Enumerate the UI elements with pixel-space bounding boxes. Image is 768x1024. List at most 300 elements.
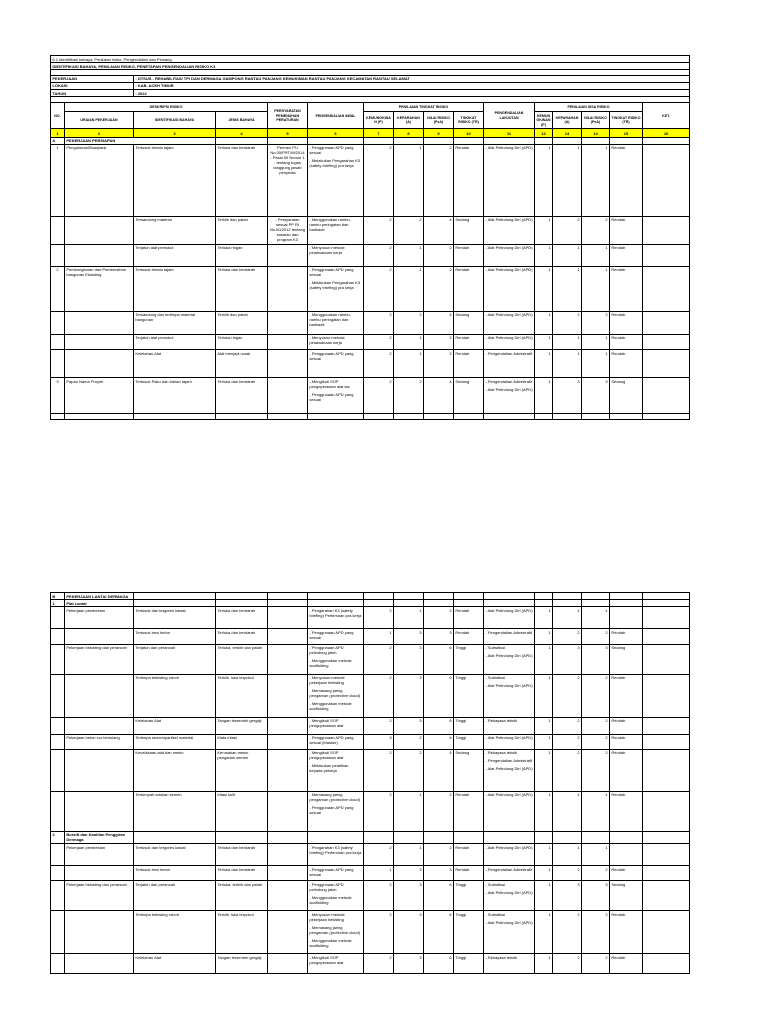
kemungkinan-sisa: 1 — [535, 607, 553, 629]
keparahan-sisa: 3 — [553, 644, 582, 674]
keterangan — [643, 607, 690, 629]
persyaratan — [268, 266, 308, 311]
pengendalian-awal-line: - Memasang jaring pengaman (protective cloud) — [309, 688, 361, 699]
pengendalian-awal — [308, 607, 364, 629]
pengendalian-awal — [308, 629, 364, 644]
tingkat-risiko: Sedang — [454, 378, 484, 414]
keterangan — [643, 954, 690, 974]
table-column-header — [51, 103, 690, 137]
persyaratan — [268, 334, 308, 349]
row-number — [51, 843, 65, 865]
pengendalian-awal-line: - Menggunakan metode scaffolding — [309, 894, 352, 905]
col-no: NO. — [51, 103, 65, 129]
uraian-pekerjaan — [65, 311, 134, 334]
jenis-bahaya: Terkilir dan patah — [216, 311, 268, 334]
nilai-risiko-sisa: 2 — [582, 734, 610, 749]
pengendalian-lanjutan — [484, 881, 535, 911]
pengendalian-awal-line: - Menyusun metode pelaksanaan kerja — [309, 245, 345, 256]
keparahan-sisa: 3 — [553, 378, 582, 414]
kemungkinan: 2 — [364, 843, 394, 865]
pengendalian-lanjutan — [484, 144, 535, 216]
keparahan: 3 — [394, 911, 424, 954]
identifikasi-bahaya: Kelelahan Alat — [134, 954, 216, 974]
keparahan-sisa: 2 — [553, 734, 582, 749]
tingkat-risiko-sisa: Sedang — [610, 644, 643, 674]
column-number-2: 2 — [65, 129, 134, 137]
persyaratan — [268, 734, 308, 749]
pengendalian-awal — [308, 378, 364, 414]
persyaratan: Permen PU No.05/PRT/M/2014 - Pasal 59 Nomor 1 - tentang tugas tanggung jawab penyedia — [268, 144, 308, 216]
pengendalian-lanjutan-line: - Pengendalian Admistratif — [485, 350, 533, 356]
keparahan: 2 — [394, 734, 424, 749]
row-number — [51, 216, 65, 244]
row-number — [51, 865, 65, 880]
tingkat-risiko: Sedang — [454, 216, 484, 244]
kemungkinan: 2 — [364, 378, 394, 414]
pengendalian-lanjutan-line: - Alat Pelindung Diri (APD) — [485, 683, 533, 689]
nilai-risiko: 6 — [424, 717, 454, 734]
nilai-risiko: 4 — [424, 311, 454, 334]
table-row — [51, 244, 690, 266]
uraian-pekerjaan: Pengukuran/Bowplank — [65, 144, 134, 216]
pengendalian-awal-line: - Melakukan pelatihan kepada pekerja — [309, 763, 349, 774]
identifikasi-bahaya: Tertusuk benda tajam — [134, 266, 216, 311]
pengendalian-lanjutan-line: - Rekayasa teknik — [485, 750, 518, 756]
row-number: 3 — [51, 378, 65, 414]
pengendalian-awal — [308, 734, 364, 749]
nilai-risiko: 4 — [424, 749, 454, 791]
pengendalian-awal — [308, 881, 364, 911]
nilai-risiko-sisa: 1 — [582, 843, 610, 865]
pengendalian-awal-line: - Penggunaan APD yang sesuai — [309, 145, 354, 156]
identifikasi-bahaya: Terjatuh dari perancah — [134, 881, 216, 911]
keparahan: 1 — [394, 791, 424, 831]
section-a-letter: A — [51, 137, 65, 144]
jenis-bahaya: Kerusakan mesin pengaduk semen — [216, 749, 268, 791]
pengendalian-lanjutan-line: - Alat Pelindung Diri (APD) — [485, 735, 533, 741]
kemungkinan-sisa: 1 — [535, 881, 553, 911]
kemungkinan-sisa: 1 — [535, 266, 553, 311]
col-penilaian-sisa: PENILAIAN SISA RISIKO — [535, 103, 643, 112]
pengendalian-awal — [308, 216, 364, 244]
jenis-bahaya: Terluka dan berdarah — [216, 629, 268, 644]
keparahan: 3 — [394, 881, 424, 911]
tingkat-risiko: Tinggi — [454, 911, 484, 954]
meta-value-pekerjaan: : DTSUS - REHABILITASI TPI DAN DERMAGA GAMPONG RANTAU PANJANG KEMUKIMAN RANTAU PANJANG KECAMATAN RANTAU SELAMAT — [134, 75, 690, 82]
keparahan: 1 — [394, 607, 424, 629]
keparahan-sisa: 2 — [553, 674, 582, 717]
keparahan: 2 — [394, 749, 424, 791]
meta-value-lokasi: : KAB. ACEH TIMUR — [134, 82, 690, 89]
table-row — [51, 144, 690, 216]
jenis-bahaya: Terkilir dan patah — [216, 216, 268, 244]
nilai-risiko-sisa: 3 — [582, 378, 610, 414]
identifikasi-bahaya: Kelelahan Alat — [134, 350, 216, 378]
pengendalian-lanjutan-line: - Alat Pelindung Diri (APD) — [485, 766, 533, 772]
kemungkinan: 3 — [364, 734, 394, 749]
pengendalian-lanjutan-line: - Alat Pelindung Diri (APD) — [485, 607, 533, 613]
keterangan — [643, 674, 690, 717]
keparahan-sisa: 3 — [553, 881, 582, 911]
identifikasi-bahaya: Tertimpa bekisting roboh — [134, 911, 216, 954]
subsection-2-no: 2 — [51, 831, 65, 843]
pengendalian-awal — [308, 717, 364, 734]
tingkat-risiko-sisa — [610, 843, 643, 865]
persyaratan — [268, 350, 308, 378]
tingkat-risiko: Rendah — [454, 334, 484, 349]
keterangan — [643, 881, 690, 911]
subsection-1-title: Plat Lantai — [65, 600, 134, 607]
keterangan — [643, 791, 690, 831]
row-number — [51, 954, 65, 974]
keterangan — [643, 749, 690, 791]
jenis-bahaya: Terluka dan berdarah — [216, 865, 268, 880]
row-number — [51, 311, 65, 334]
nilai-risiko-sisa: 2 — [582, 911, 610, 954]
column-number-5: 5 — [268, 129, 308, 137]
identifikasi-bahaya: Terjatuh alat pemukul — [134, 334, 216, 349]
table-row — [51, 843, 690, 865]
jenis-bahaya: Mata iritasi — [216, 734, 268, 749]
pengendalian-awal-line: - Pengarahan K3 (safety briefing) Pertemuan pra kerja — [309, 844, 362, 855]
row-number — [51, 644, 65, 674]
pengendalian-lanjutan-line: - Substitusi — [485, 675, 506, 681]
pengendalian-lanjutan-line: - Pengendalian Admistratif — [485, 866, 533, 872]
jenis-bahaya: Terluka, terkilir dan patah — [216, 881, 268, 911]
tingkat-risiko-sisa: Rendah — [610, 311, 643, 334]
nilai-risiko-sisa: 1 — [582, 334, 610, 349]
persyaratan — [268, 954, 308, 974]
identifikasi-bahaya: Tersandung dan tertimpa material bangunan — [134, 311, 216, 334]
row-number — [51, 629, 65, 644]
tingkat-risiko: Rendah — [454, 350, 484, 378]
tingkat-risiko-sisa: Rendah — [610, 244, 643, 266]
pengendalian-awal-line: - Penggunaan APD yang sesuai — [309, 267, 354, 278]
nilai-risiko: 2 — [424, 244, 454, 266]
tingkat-risiko-sisa: Rendah — [610, 266, 643, 311]
empty-cell — [268, 414, 308, 420]
table-row — [51, 350, 690, 378]
empty-cell — [364, 414, 394, 420]
nilai-risiko-sisa: 1 — [582, 350, 610, 378]
pengendalian-lanjutan — [484, 244, 535, 266]
pengendalian-awal-line: - Pengarahan K3 (safety briefing) Pertemuan pra kerja — [309, 607, 362, 618]
keterangan — [643, 717, 690, 734]
nilai-risiko-sisa: 1 — [582, 266, 610, 311]
tingkat-risiko: Tinggi — [454, 954, 484, 974]
keparahan-sisa: 1 — [553, 607, 582, 629]
keparahan-sisa: 1 — [553, 144, 582, 216]
col-kemungkinan-sisa: KEMUNGKINAN (P) — [535, 112, 553, 129]
persyaratan — [268, 865, 308, 880]
empty-cell — [65, 414, 134, 420]
keparahan: 1 — [394, 350, 424, 378]
kemungkinan: 2 — [364, 791, 394, 831]
keterangan — [643, 244, 690, 266]
column-number-6: 6 — [308, 129, 364, 137]
kemungkinan-sisa: 1 — [535, 378, 553, 414]
pengendalian-lanjutan-line: - Substitusi — [485, 645, 506, 651]
column-number-15: 15 — [610, 129, 643, 137]
keparahan-sisa: 1 — [553, 266, 582, 311]
pengendalian-awal-line: - Penggunaan APD yang sesuai (Masker) — [309, 735, 354, 746]
table-row — [51, 734, 690, 749]
keparahan: 3 — [394, 954, 424, 974]
kemungkinan: 2 — [364, 749, 394, 791]
persyaratan — [268, 244, 308, 266]
kemungkinan-sisa: 1 — [535, 791, 553, 831]
pengendalian-awal-line: - Melakukan Pengarahan K3 (safety briefing) pra kerja — [309, 158, 361, 169]
tingkat-risiko-sisa: Rendah — [610, 216, 643, 244]
kemungkinan: 2 — [364, 334, 394, 349]
nilai-risiko-sisa: 2 — [582, 629, 610, 644]
identifikasi-bahaya: Tertusuk besi beton — [134, 629, 216, 644]
kemungkinan: 2 — [364, 607, 394, 629]
pengendalian-lanjutan — [484, 717, 535, 734]
uraian-pekerjaan — [65, 954, 134, 974]
keparahan-sisa: 1 — [553, 244, 582, 266]
keparahan-sisa: 1 — [553, 843, 582, 865]
pengendalian-awal-line: - Menggunakan metode scaffolding — [309, 701, 352, 712]
pengendalian-awal — [308, 311, 364, 334]
pengendalian-lanjutan — [484, 791, 535, 831]
keparahan: 1 — [394, 266, 424, 311]
kemungkinan-sisa: 1 — [535, 644, 553, 674]
column-number-10: 10 — [454, 129, 484, 137]
kemungkinan: 2 — [364, 644, 394, 674]
uraian-pekerjaan — [65, 334, 134, 349]
uraian-pekerjaan: Pekerjaan pembesian — [65, 607, 134, 629]
row-number: 2 — [51, 266, 65, 311]
keparahan-sisa: 2 — [553, 311, 582, 334]
pengendalian-lanjutan-line: - Alat Pelindung Diri (APD) — [485, 792, 533, 798]
uraian-pekerjaan — [65, 865, 134, 880]
pengendalian-awal-line: - Memasang jaring pengaman (protective cloud) — [309, 792, 361, 803]
col-kemungkinan: KEMUNGKINAN (P) — [364, 112, 394, 129]
uraian-pekerjaan — [65, 911, 134, 954]
jenis-bahaya: Terluka ringan — [216, 244, 268, 266]
kemungkinan-sisa: 1 — [535, 749, 553, 791]
table-row — [51, 311, 690, 334]
tingkat-risiko: Tinggi — [454, 734, 484, 749]
keparahan-sisa: 2 — [553, 911, 582, 954]
kemungkinan: 2 — [364, 144, 394, 216]
empty-cell — [582, 414, 610, 420]
row-number — [51, 350, 65, 378]
pengendalian-lanjutan — [484, 644, 535, 674]
pengendalian-lanjutan — [484, 629, 535, 644]
nilai-risiko: 6 — [424, 674, 454, 717]
nilai-risiko-sisa: 2 — [582, 717, 610, 734]
pengendalian-lanjutan-line: - Pengendalian Admistratif — [485, 378, 533, 384]
col-lanjutan: PENGENDALIAN LANJUTAN — [484, 103, 535, 129]
nilai-risiko: 2 — [424, 334, 454, 349]
pengendalian-lanjutan-line: - Alat Pelindung Diri (APD) — [485, 844, 533, 850]
nilai-risiko: 6 — [424, 881, 454, 911]
nilai-risiko: 4 — [424, 378, 454, 414]
tingkat-risiko-sisa: Rendah — [610, 734, 643, 749]
identifikasi-bahaya: Tertusuk Paku dan bahan tajam — [134, 378, 216, 414]
tingkat-risiko: Rendah — [454, 791, 484, 831]
uraian-pekerjaan: Pembongkaran dan Pembersihan bangunan Eksisting — [65, 266, 134, 311]
kemungkinan: 2 — [364, 244, 394, 266]
keterangan — [643, 144, 690, 216]
table-row — [51, 334, 690, 349]
nilai-risiko: 2 — [424, 266, 454, 311]
nilai-risiko-sisa: 2 — [582, 674, 610, 717]
column-number-4: 4 — [216, 129, 268, 137]
row-number: 1 — [51, 144, 65, 216]
keparahan: 1 — [394, 334, 424, 349]
col-tingkat: TINGKAT RISIKO (TR) — [454, 112, 484, 129]
pengendalian-lanjutan — [484, 843, 535, 865]
pengendalian-lanjutan — [484, 266, 535, 311]
column-number-1: 1 — [51, 129, 65, 137]
pengendalian-awal — [308, 791, 364, 831]
tingkat-risiko-sisa: Rendah — [610, 954, 643, 974]
kemungkinan: 2 — [364, 881, 394, 911]
tingkat-risiko: Sedang — [454, 749, 484, 791]
row-number — [51, 717, 65, 734]
keterangan — [643, 378, 690, 414]
pengendalian-awal-line: - Penggunaan APD pelindung jatuh — [309, 645, 344, 656]
pengendalian-awal-line: - Menggunakan rambu-rambu peringatan dan barikade — [309, 217, 351, 233]
pengendalian-awal-line: - Mengikuti SOP pengoperasian alat — [309, 718, 344, 729]
pengendalian-lanjutan — [484, 674, 535, 717]
column-number-11: 11 — [484, 129, 535, 137]
pengendalian-awal-line: - Menyusun metode pekerjaan bekisting — [309, 675, 345, 686]
empty-cell — [553, 414, 582, 420]
tingkat-risiko: Rendah — [454, 865, 484, 880]
jenis-bahaya: Terluka dan berdarah — [216, 378, 268, 414]
pengendalian-awal-line: - Penggunaan APD yang sesuai — [309, 629, 354, 640]
uraian-pekerjaan: Pekerjaan bekisting dan perancah — [65, 644, 134, 674]
persyaratan — [268, 378, 308, 414]
keterangan — [643, 629, 690, 644]
kemungkinan-sisa: 1 — [535, 334, 553, 349]
uraian-pekerjaan — [65, 674, 134, 717]
subsection-1-no: 1 — [51, 600, 65, 607]
col-penilaian-tingkat: PENILAIAN TINGKAT RISIKO — [364, 103, 484, 112]
jenis-bahaya: Alat menjadi rusak — [216, 350, 268, 378]
pengendalian-awal — [308, 350, 364, 378]
nilai-risiko-sisa: 2 — [582, 954, 610, 974]
keterangan — [643, 865, 690, 880]
uraian-pekerjaan: Pekerjaan bekisting dan perancah — [65, 881, 134, 911]
pengendalian-lanjutan-line: - Alat Pelindung Diri (APD) — [485, 145, 533, 151]
empty-cell — [216, 414, 268, 420]
persyaratan — [268, 749, 308, 791]
persyaratan — [268, 843, 308, 865]
doc-line-1: 6.1 Identifikasi bahaya, Penilaian risiko, Pengendalian dan Peluang — [51, 56, 690, 63]
nilai-risiko-sisa: 2 — [582, 865, 610, 880]
pengendalian-lanjutan — [484, 607, 535, 629]
nilai-risiko: 2 — [424, 607, 454, 629]
empty-cell — [308, 414, 364, 420]
nilai-risiko: 6 — [424, 734, 454, 749]
nilai-risiko: 2 — [424, 350, 454, 378]
pengendalian-lanjutan — [484, 954, 535, 974]
jenis-bahaya: Terluka ringan — [216, 334, 268, 349]
tingkat-risiko-sisa: Rendah — [610, 749, 643, 791]
col-uraian: URAIAN PEKERJAAN — [65, 112, 134, 129]
tingkat-risiko-sisa: Rendah — [610, 629, 643, 644]
col-persyaratan: PERSYARATAN PEMENUHAN PERATURAN — [268, 103, 308, 129]
table-row-empty — [51, 414, 690, 420]
keparahan: 2 — [394, 311, 424, 334]
jenis-bahaya: Terluka dan berdarah — [216, 266, 268, 311]
tingkat-risiko-sisa: Rendah — [610, 334, 643, 349]
persyaratan — [268, 311, 308, 334]
nilai-risiko-sisa: 2 — [582, 216, 610, 244]
nilai-risiko: 4 — [424, 216, 454, 244]
keparahan-sisa: 1 — [553, 334, 582, 349]
nilai-risiko-sisa: 1 — [582, 791, 610, 831]
uraian-pekerjaan: Papan Nama Proyek — [65, 378, 134, 414]
section-a-title: PEKERJAAN PERSIAPAN — [65, 137, 216, 144]
keparahan: 3 — [394, 629, 424, 644]
table-row — [51, 954, 690, 974]
nilai-risiko-sisa: 2 — [582, 311, 610, 334]
pengendalian-awal-line: - Menyusun metode pelaksanaan kerja — [309, 335, 345, 346]
persyaratan — [268, 644, 308, 674]
table-row — [51, 629, 690, 644]
nilai-risiko: 3 — [424, 865, 454, 880]
pengendalian-awal — [308, 749, 364, 791]
pengendalian-lanjutan — [484, 311, 535, 334]
kemungkinan-sisa: 1 — [535, 629, 553, 644]
table-row — [51, 266, 690, 311]
risk-table-page-2 — [50, 592, 690, 974]
empty-cell — [51, 414, 65, 420]
jenis-bahaya: Terluka, terkilir dan patah — [216, 644, 268, 674]
tingkat-risiko: Rendah — [454, 144, 484, 216]
keparahan-sisa: 2 — [553, 717, 582, 734]
uraian-pekerjaan — [65, 629, 134, 644]
pengendalian-awal — [308, 266, 364, 311]
meta-key-lokasi: LOKASI — [51, 82, 134, 89]
col-nilai-sisa: NILAI RISIKO (PxA) — [582, 112, 610, 129]
identifikasi-bahaya: Tertusuk besi beton — [134, 865, 216, 880]
pengendalian-awal — [308, 954, 364, 974]
row-number — [51, 734, 65, 749]
kemungkinan: 1 — [364, 629, 394, 644]
col-deskripsi: DESKRIPSI RISIKO — [65, 103, 268, 112]
pengendalian-awal-line: - Menggunakan metode scaffolding — [309, 937, 352, 948]
kemungkinan-sisa: 1 — [535, 954, 553, 974]
tingkat-risiko-sisa: Rendah — [610, 865, 643, 880]
nilai-risiko: 6 — [424, 954, 454, 974]
tingkat-risiko: Rendah — [454, 266, 484, 311]
keparahan: 1 — [394, 144, 424, 216]
empty-cell — [454, 414, 484, 420]
pengendalian-lanjutan-line: - Rekayasa teknik — [485, 718, 518, 724]
risk-table-page-1 — [50, 55, 690, 420]
jenis-bahaya: Terkilir, luka terpukul — [216, 674, 268, 717]
meta-key-tahun: TAHUN — [51, 89, 134, 96]
pengendalian-awal-line: - Penggunaan APD pelindung jatuh — [309, 881, 344, 892]
pengendalian-lanjutan — [484, 734, 535, 749]
tingkat-risiko: Rendah — [454, 843, 484, 865]
keterangan — [643, 216, 690, 244]
table-row — [51, 865, 690, 880]
col-keparahan-sisa: KEPARAHAN (A) — [553, 112, 582, 129]
column-number-9: 9 — [424, 129, 454, 137]
persyaratan — [268, 881, 308, 911]
pengendalian-lanjutan — [484, 334, 535, 349]
pengendalian-lanjutan-line: - Pengendalian Admistratif — [485, 629, 533, 635]
pengendalian-awal — [308, 674, 364, 717]
